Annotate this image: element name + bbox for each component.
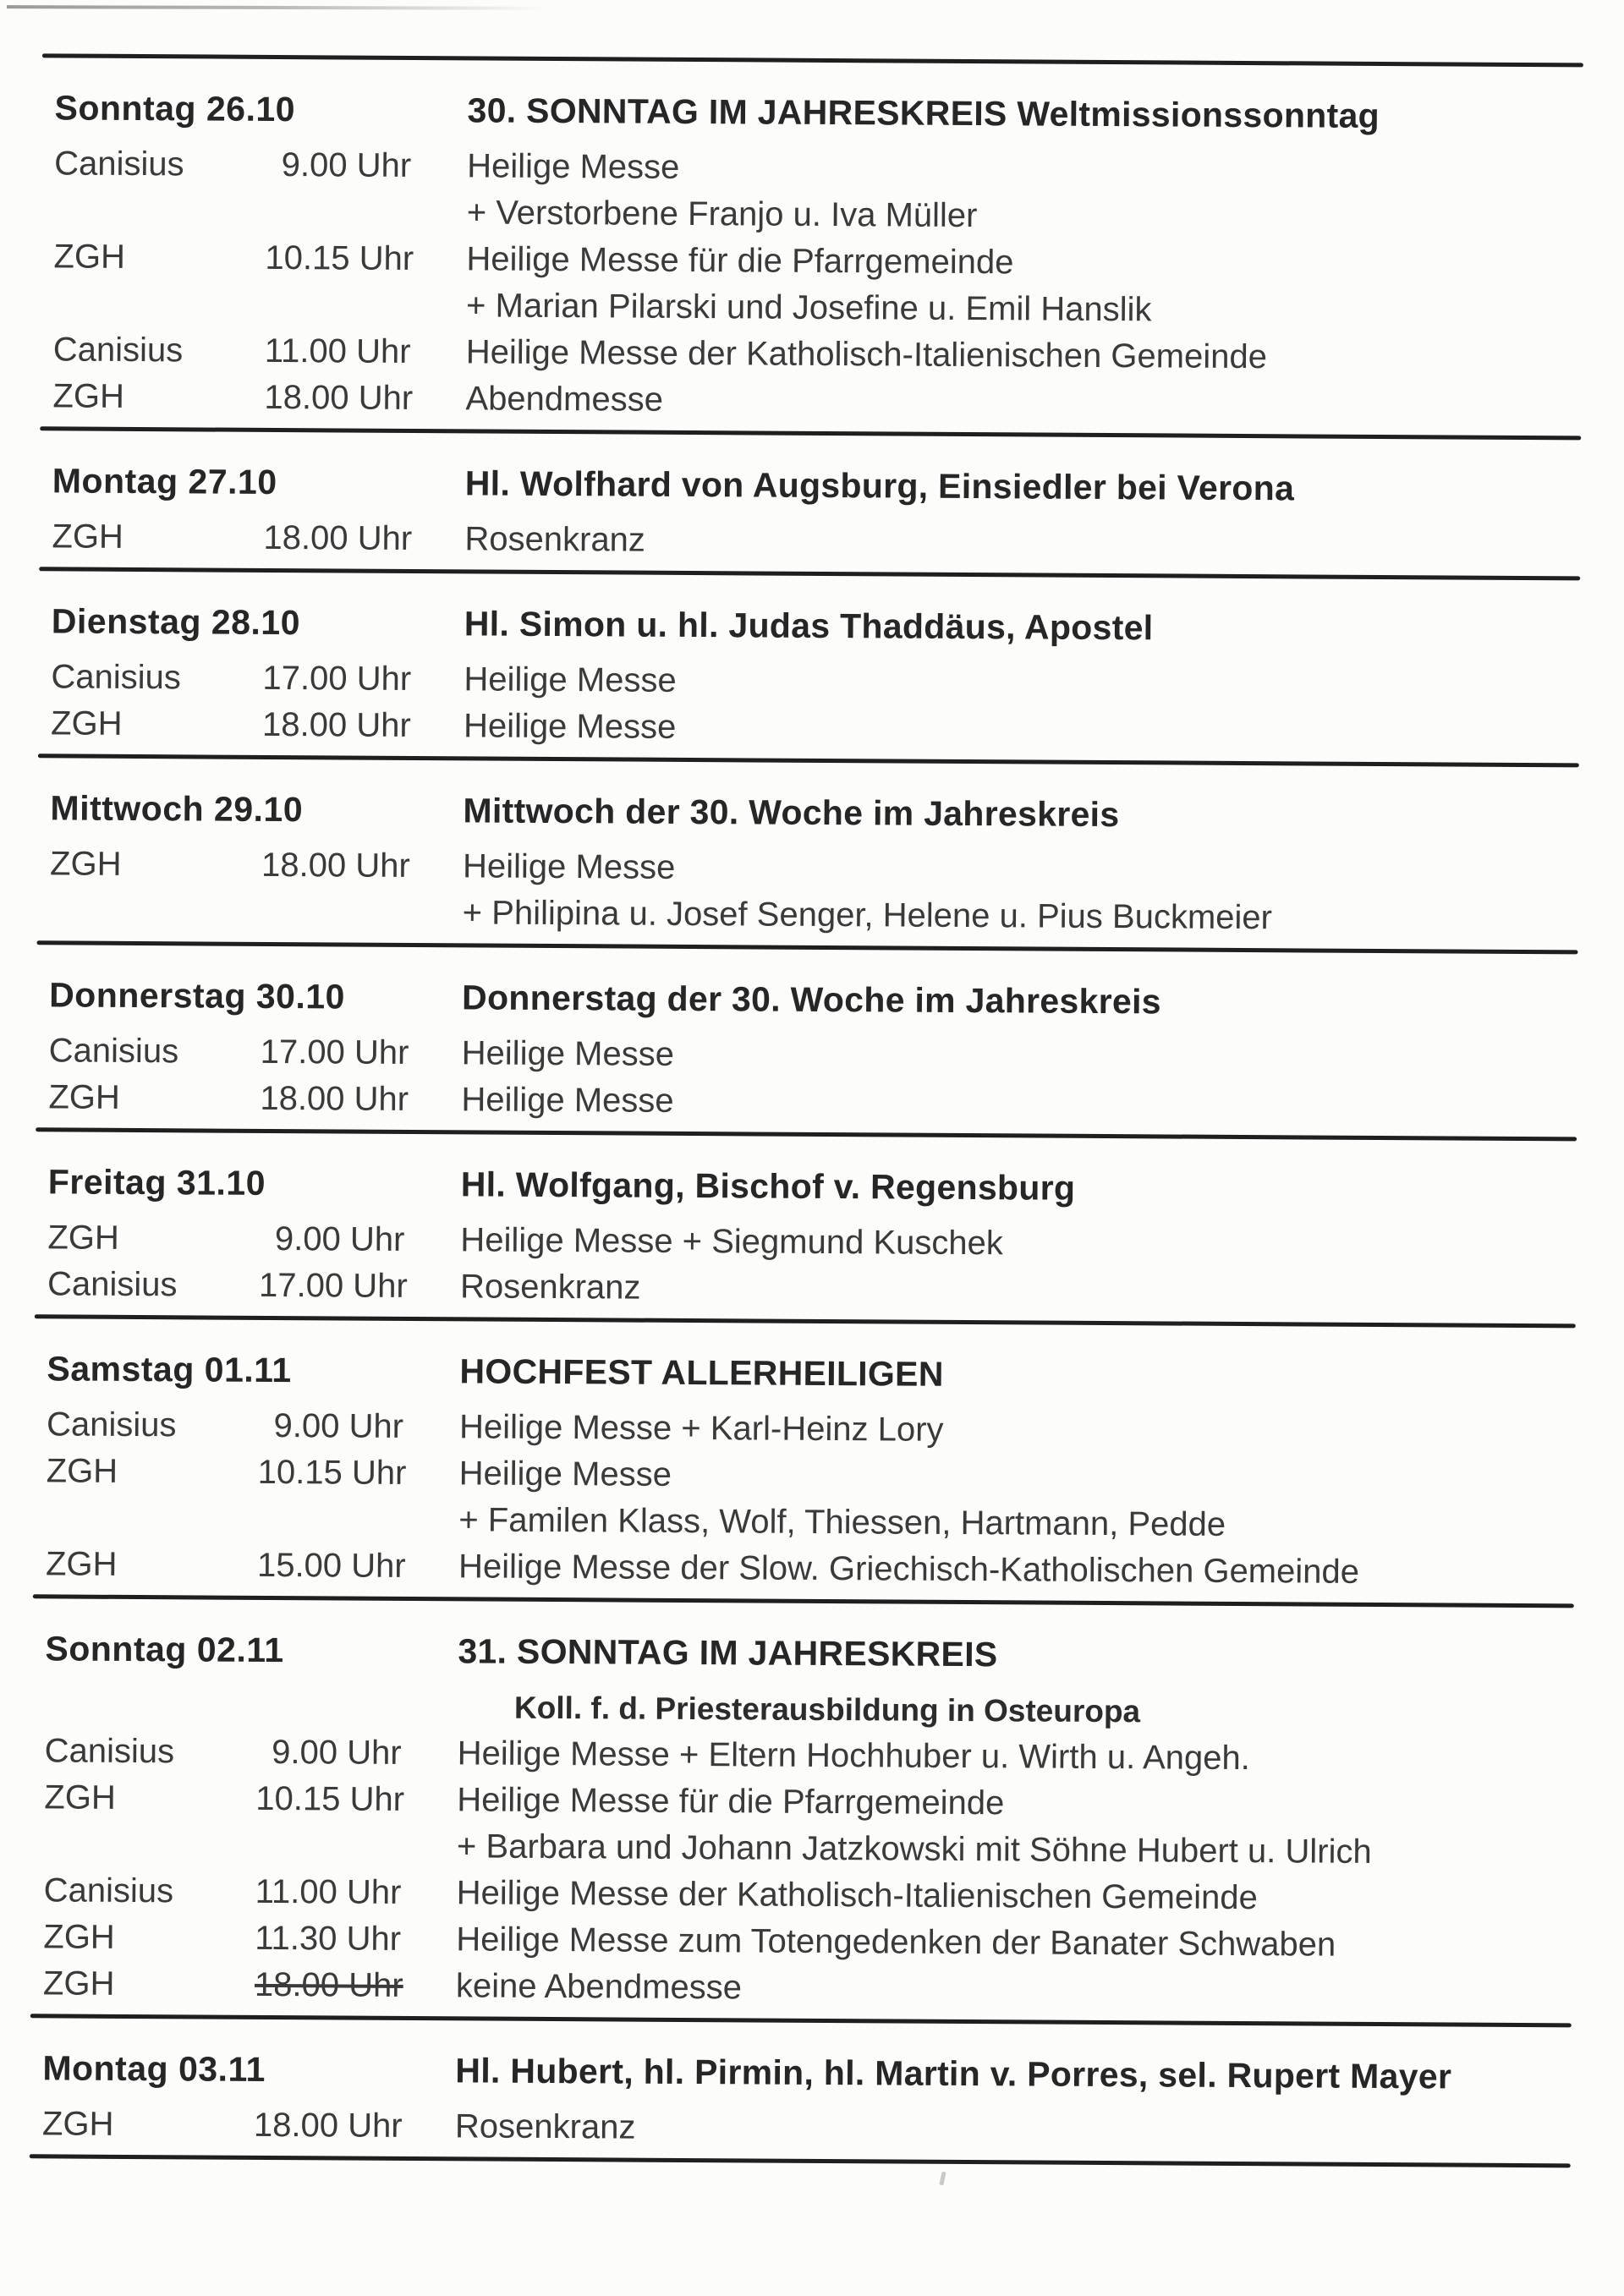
time-cell: 9.00 Uhr [274, 1220, 405, 1258]
feast-title: Hl. Hubert, hl. Pirmin, hl. Martin v. Porres, sel. Rupert Mayer [455, 2051, 1452, 2096]
day-label: Samstag 01.11 [47, 1349, 292, 1390]
description-cell: Heilige Messe der Slow. Griechisch-Katholischen Gemeinde [458, 1548, 1360, 1591]
schedule-row [43, 1960, 1612, 2016]
time-cell: 11.00 Uhr [264, 332, 411, 370]
description-cell: + Familen Klass, Wolf, Thiessen, Hartmann, Pedde [458, 1501, 1226, 1543]
location-cell: ZGH [53, 238, 126, 276]
section-divider-line [42, 53, 1583, 67]
day-section [50, 785, 1620, 943]
feast-title: HOCHFEST ALLERHEILIGEN [459, 1351, 944, 1394]
day-label: Sonntag 02.11 [45, 1629, 284, 1670]
time-cell: 10.15 Uhr [257, 1453, 407, 1492]
feast-title: Hl. Simon u. hl. Judas Thaddäus, Apostel [464, 604, 1154, 648]
description-cell: Heilige Messe der Katholisch-Italienischen Gemeinde [465, 333, 1268, 376]
schedule-row [51, 700, 1620, 756]
time-cell: 18.00 Uhr [261, 846, 410, 885]
description-cell: Heilige Messe [461, 1081, 674, 1120]
description-cell: keine Abendmesse [455, 1967, 743, 2007]
location-cell: Canisius [47, 1265, 178, 1304]
location-cell: Canisius [51, 658, 181, 697]
description-cell: Heilige Messe [467, 147, 680, 186]
location-cell: Canisius [44, 1732, 175, 1771]
location-cell: ZGH [50, 704, 123, 743]
feast-title: Hl. Wolfgang, Bischof v. Regensburg [460, 1164, 1076, 1208]
location-cell [54, 187, 266, 235]
schedule-row [52, 513, 1621, 569]
section-header-row [49, 972, 1618, 1027]
rows [51, 654, 1621, 756]
description-cell: Abendmesse [465, 380, 664, 419]
location-cell: Canisius [46, 1406, 177, 1444]
description-cell: + Verstorbene Franjo u. Iva Müller [466, 194, 978, 235]
description-cell: Heilige Messe + Karl-Heinz Lory [458, 1408, 944, 1449]
time-cell: 18.00 Uhr [264, 378, 414, 417]
day-label: Sonntag 26.10 [54, 88, 296, 129]
schedule-row [52, 373, 1621, 429]
section-divider-line [36, 1127, 1577, 1141]
feast-title: Hl. Wolfhard von Augsburg, Einsiedler bei Verona [464, 463, 1295, 508]
location-cell: ZGH [52, 518, 124, 556]
location-cell: ZGH [47, 1219, 119, 1257]
collection-note: Koll. f. d. Priesterausbildung in Osteuropa [513, 1690, 1141, 1729]
section-header-row [47, 1345, 1616, 1401]
bottom-border-line [30, 2154, 1571, 2167]
rows [42, 2101, 1611, 2156]
feast-title: 30. SONNTAG IM JAHRESKREIS Weltmissionssonntag [467, 90, 1380, 135]
description-cell: + Marian Pilarski und Josefine u. Emil Hanslik [466, 287, 1152, 329]
location-cell: Canisius [54, 145, 184, 184]
section-header-row [50, 785, 1619, 841]
feast-title: Mittwoch der 30. Woche im Jahreskreis [463, 791, 1120, 835]
day-label: Freitag 31.10 [47, 1162, 266, 1203]
section-header-row [45, 1625, 1614, 1681]
time-cell: 18.00 Uhr [253, 2106, 403, 2145]
location-cell: ZGH [45, 1545, 118, 1583]
day-section [52, 458, 1621, 569]
rows [52, 140, 1623, 429]
section-divider-line [39, 567, 1580, 580]
section-divider-line [30, 2014, 1572, 2027]
day-section [46, 1345, 1616, 1597]
time-cell: 10.15 Uhr [255, 1779, 405, 1818]
sections-container [42, 53, 1624, 2167]
day-label: Donnerstag 30.10 [49, 975, 346, 1016]
description-cell: Heilige Messe + Eltern Hochhuber u. Wirth u. Angeh. [457, 1734, 1250, 1778]
location-cell [44, 1821, 255, 1869]
section-header-row [48, 1159, 1617, 1214]
time-cell: 11.00 Uhr [255, 1872, 402, 1911]
time-cell: 9.00 Uhr [281, 146, 412, 184]
location-cell: Canisius [43, 1871, 174, 1910]
description-cell: + Barbara und Johann Jatzkowski mit Söhne Hubert u. Ulrich [456, 1827, 1372, 1871]
location-cell: ZGH [41, 2105, 114, 2143]
schedule-row [48, 1074, 1617, 1130]
day-section [52, 85, 1623, 429]
schedule-row [42, 2101, 1611, 2156]
location-cell: ZGH [46, 1452, 118, 1490]
day-label: Montag 27.10 [52, 461, 277, 502]
section-header-row [52, 458, 1621, 513]
day-section [51, 598, 1621, 756]
feast-title: Donnerstag der 30. Woche im Jahreskreis [462, 978, 1161, 1022]
day-section [47, 1159, 1617, 1317]
time-cell [261, 889, 407, 936]
time-cell: 17.00 Uhr [262, 659, 412, 698]
section-divider-line [35, 1314, 1576, 1328]
description-cell: Heilige Messe für die Pfarrgemeinde [457, 1781, 1005, 1822]
location-cell: Canisius [48, 1032, 179, 1071]
rows [47, 1214, 1617, 1317]
section-divider-line [40, 426, 1581, 440]
description-cell: Heilige Messe [464, 660, 677, 699]
time-cell: 10.15 Uhr [265, 238, 414, 277]
day-label: Dienstag 28.10 [51, 601, 301, 643]
location-cell: ZGH [43, 1918, 115, 1956]
description-cell: Heilige Messe für die Pfarrgemeinde [466, 240, 1014, 282]
rows [50, 841, 1620, 943]
time-cell: 18.00 Uhr [261, 705, 411, 744]
description-cell: Rosenkranz [459, 1268, 641, 1307]
schedule-content [0, 47, 1624, 2168]
location-cell: Canisius [52, 331, 184, 370]
location-cell: ZGH [49, 845, 122, 883]
description-cell: Heilige Messe zum Totengedenken der Banater Schwaben [456, 1921, 1336, 1964]
day-section [48, 972, 1618, 1130]
day-section [43, 1625, 1615, 2016]
time-cell [255, 1822, 401, 1870]
location-cell: ZGH [42, 1964, 115, 2003]
rows [48, 1027, 1618, 1130]
description-cell: + Philipina u. Josef Senger, Helene u. Pius Buckmeier [462, 894, 1273, 937]
location-cell [53, 280, 265, 328]
description-cell: Heilige Messe der Katholisch-Italienischen Gemeinde [456, 1874, 1258, 1917]
time-cell [265, 282, 410, 329]
rows [43, 1728, 1614, 2016]
section-divider-line [38, 753, 1579, 767]
rows [52, 513, 1621, 569]
description-cell: Heilige Messe [461, 1034, 675, 1073]
day-label: Mittwoch 29.10 [50, 788, 304, 830]
time-cell: 15.00 Uhr [256, 1546, 406, 1585]
day-section [42, 2045, 1612, 2156]
description-cell: Heilige Messe [463, 707, 677, 746]
description-cell: Heilige Messe [458, 1455, 672, 1493]
location-cell: ZGH [52, 377, 125, 415]
section-header-row [54, 85, 1623, 140]
time-cell: 17.00 Uhr [260, 1033, 409, 1071]
location-cell [46, 1494, 257, 1543]
section-divider-line [37, 940, 1578, 954]
scan-artifact-speck [939, 2172, 946, 2186]
time-cell [257, 1496, 403, 1543]
time-cell: 18.00 Uhr [263, 518, 413, 557]
schedule-row [47, 1261, 1616, 1317]
schedule-row [50, 887, 1619, 943]
time-cell: 11.30 Uhr [255, 1919, 402, 1958]
description-cell: Rosenkranz [464, 520, 646, 559]
location-cell [50, 887, 261, 935]
description-cell: Heilige Messe [462, 847, 676, 886]
description-cell: Rosenkranz [454, 2107, 636, 2146]
location-cell: ZGH [44, 1778, 116, 1817]
day-label: Montag 03.11 [42, 2048, 266, 2089]
section-header-row [42, 2045, 1611, 2101]
section-divider-line [33, 1594, 1574, 1608]
time-cell: 18.00 Uhr [254, 1965, 403, 2004]
section-header-row [52, 598, 1621, 654]
description-cell: Heilige Messe + Siegmund Kuschek [460, 1221, 1003, 1263]
rows [46, 1401, 1616, 1597]
location-cell: ZGH [48, 1078, 120, 1116]
time-cell: 17.00 Uhr [258, 1266, 408, 1305]
schedule-row [46, 1541, 1615, 1597]
feast-title: 31. SONNTAG IM JAHRESKREIS [458, 1631, 998, 1674]
time-cell: 18.00 Uhr [260, 1079, 409, 1118]
time-cell: 9.00 Uhr [273, 1407, 404, 1445]
time-cell [266, 189, 411, 236]
scan-artifact-line [7, 5, 548, 10]
time-cell: 9.00 Uhr [272, 1734, 402, 1772]
